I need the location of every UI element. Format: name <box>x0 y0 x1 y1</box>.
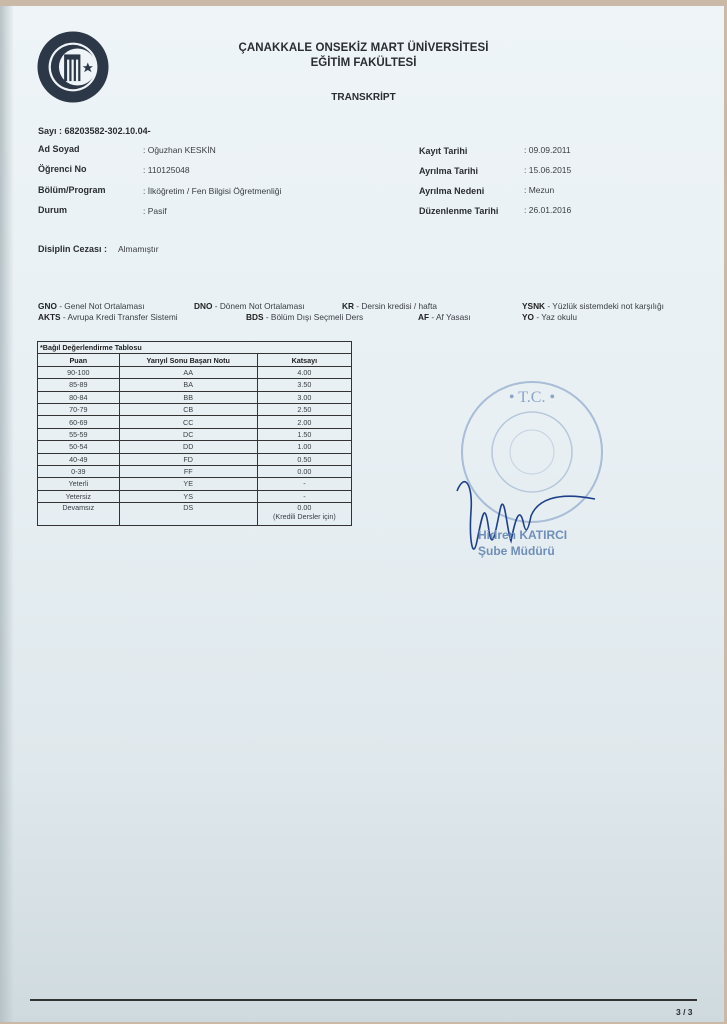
coefficient-cell: 0.50 <box>257 453 351 465</box>
page-number: 3 / 3 <box>676 1007 693 1017</box>
coefficient-cell: 1.50 <box>257 428 351 440</box>
coefficient-cell: 0.00 (Kredili Dersler için) <box>257 503 351 526</box>
abbr-af: AF - Af Yasası <box>418 312 471 322</box>
letter-grade-cell: DS <box>119 503 257 526</box>
coefficient-cell: 2.00 <box>257 416 351 428</box>
letter-grade-cell: DC <box>119 428 257 440</box>
enrollment-date-label: Kayıt Tarihi <box>419 146 468 156</box>
leave-date-value: : 15.06.2015 <box>524 165 572 175</box>
abbr-kr: KR - Dersin kredisi / hafta <box>342 301 437 311</box>
faculty-name: EĞİTİM FAKÜLTESİ <box>310 57 417 69</box>
score-cell: 60-69 <box>38 416 120 428</box>
letter-grade-cell: YS <box>119 490 257 502</box>
coefficient-note: (Kredili Dersler için) <box>273 512 336 522</box>
student-no-value: : 110125048 <box>143 165 190 175</box>
footer-divider <box>30 999 697 1001</box>
document-page <box>0 6 724 1022</box>
coefficient-cell: - <box>257 490 351 502</box>
letter-grade-cell: AA <box>119 366 257 378</box>
coefficient-cell: 1.00 <box>257 441 351 453</box>
score-cell: 55-59 <box>38 428 120 440</box>
letter-grade-cell: DD <box>119 441 257 453</box>
score-cell: Devamsız <box>38 503 120 526</box>
grade-table-row <box>38 366 352 378</box>
status-label: Durum <box>38 205 67 215</box>
coefficient-cell: 0.00 <box>257 465 351 477</box>
officer-title: Şube Müdürü <box>478 544 555 558</box>
header-score: Puan <box>38 354 120 366</box>
letter-grade-cell: FF <box>119 465 257 477</box>
leave-reason-label: Ayrılma Nedeni <box>419 186 485 196</box>
header-letter-grade: Yarıyıl Sonu Başarı Notu <box>119 354 257 366</box>
grade-table-header <box>38 354 352 366</box>
abbr-gno: GNO - Genel Not Ortalaması <box>38 301 145 311</box>
grade-table-row <box>38 416 352 428</box>
coefficient-cell: - <box>257 478 351 490</box>
program-label: Bölüm/Program <box>38 185 106 195</box>
letter-grade-cell: CB <box>119 403 257 415</box>
grade-table-row <box>38 391 352 403</box>
grade-table-row <box>38 441 352 453</box>
letter-grade-cell: BA <box>119 379 257 391</box>
score-cell: 90-100 <box>38 366 120 378</box>
grade-table-row <box>38 403 352 415</box>
abbr-dno: DNO - Dönem Not Ortalaması <box>194 301 305 311</box>
page-shadow <box>0 6 14 1022</box>
score-cell: 40-49 <box>38 453 120 465</box>
grade-table-row <box>38 490 352 502</box>
letter-grade-cell: BB <box>119 391 257 403</box>
coefficient-cell: 2.50 <box>257 403 351 415</box>
letter-grade-cell: CC <box>119 416 257 428</box>
grade-table-row <box>38 465 352 477</box>
score-cell: 0-39 <box>38 465 120 477</box>
abbr-bds: BDS - Bölüm Dışı Seçmeli Ders <box>246 312 364 322</box>
issue-date-value: : 26.01.2016 <box>524 205 572 215</box>
reference-number: Sayı : 68203582-302.10.04- <box>38 126 151 136</box>
score-cell: Yeterli <box>38 478 120 490</box>
name-label: Ad Soyad <box>38 144 80 154</box>
grade-table-row <box>38 503 352 526</box>
score-cell: 80-84 <box>38 391 120 403</box>
discipline-value: Almamıştır <box>118 244 159 254</box>
score-cell: 50-54 <box>38 441 120 453</box>
grade-table <box>37 341 352 526</box>
abbr-yo: YO - Yaz okulu <box>522 312 578 322</box>
coefficient-cell: 4.00 <box>257 366 351 378</box>
grade-table-caption: *Bağıl Değerlendirme Tablosu <box>38 342 352 354</box>
program-value: : İlköğretim / Fen Bilgisi Öğretmenliği <box>143 186 282 196</box>
score-cell: 85-89 <box>38 379 120 391</box>
university-name: ÇANAKKALE ONSEKİZ MART ÜNİVERSİTESİ <box>238 42 489 54</box>
grade-table-row <box>38 428 352 440</box>
score-cell: Yetersiz <box>38 490 120 502</box>
grade-table-row <box>38 453 352 465</box>
issue-date-label: Düzenlenme Tarihi <box>419 206 499 216</box>
letter-grade-cell: FD <box>119 453 257 465</box>
officer-name: Hidren KATIRCI <box>478 528 568 542</box>
coefficient-cell: 3.50 <box>257 379 351 391</box>
grade-table-row <box>38 478 352 490</box>
letter-grade-cell: YE <box>119 478 257 490</box>
grade-table-row <box>38 379 352 391</box>
discipline-label: Disiplin Cezası : <box>38 244 108 254</box>
student-no-label: Öğrenci No <box>38 164 87 174</box>
leave-date-label: Ayrılma Tarihi <box>419 166 479 176</box>
score-cell: 70-79 <box>38 403 120 415</box>
coefficient-cell: 3.00 <box>257 391 351 403</box>
status-value: : Pasif <box>143 206 167 216</box>
enrollment-date-value: : 09.09.2011 <box>524 145 571 155</box>
header-coefficient: Katsayı <box>257 354 351 366</box>
abbr-ysnk: YSNK - Yüzlük sistemdeki not karşılığı <box>522 301 664 311</box>
name-value: : Oğuzhan KESKİN <box>143 145 216 155</box>
stamp-tc-text: • T.C. • <box>508 389 556 406</box>
abbr-akts: AKTS - Avrupa Kredi Transfer Sistemi <box>38 312 178 322</box>
document-title: TRANSKRİPT <box>331 92 396 103</box>
leave-reason-value: : Mezun <box>524 185 555 195</box>
